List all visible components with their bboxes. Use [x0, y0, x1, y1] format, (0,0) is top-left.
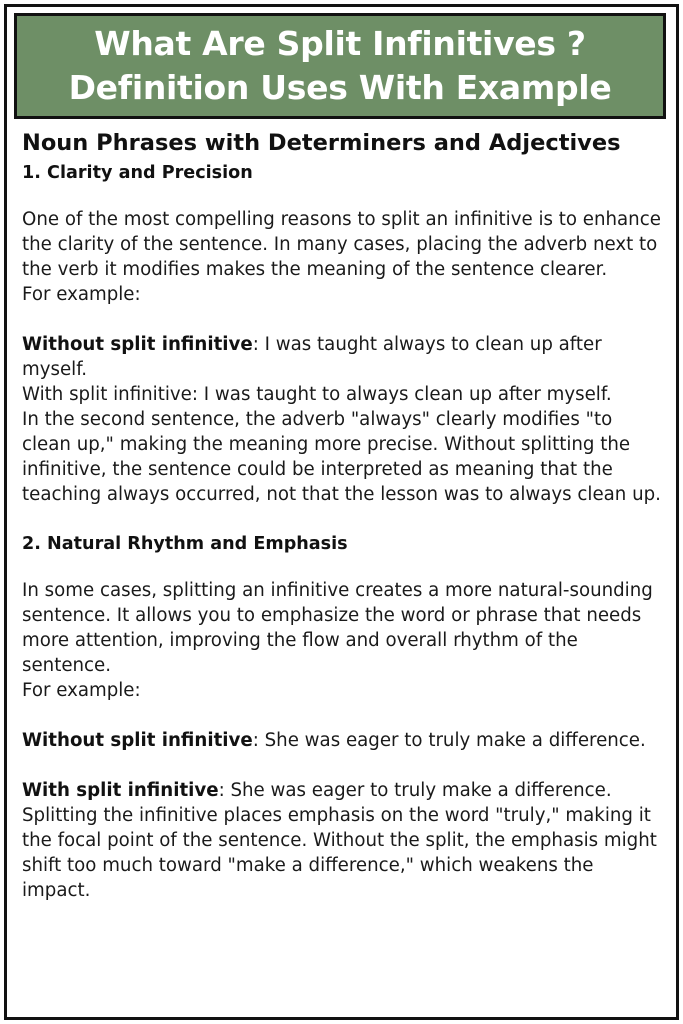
example-without: [22, 728, 662, 753]
section-heading: Noun Phrases with Determiners and Adjectives: [22, 130, 621, 156]
explanation-clarity: In the second sentence, the adverb "always" clearly modifies "to clean up," making the meaning more precise. Without splitting the infinitive, the sentence could be interpreted as meaning that the teaching always occurred, not that the lesson was to always clean up.: [22, 409, 661, 505]
title-banner: [14, 13, 666, 119]
example-label: For example:: [22, 284, 141, 305]
title-line-1: What Are Split Infinitives ?: [94, 24, 586, 63]
example-without: [22, 332, 662, 382]
example-label: For example:: [22, 680, 141, 701]
paragraph-rhythm: In some cases, splitting an infinitive creates a more natural-sounding sentence. It allows you to emphasize the word or phrase that needs more attention, improving the flow and overall rhythm of the sentence.: [22, 580, 653, 676]
without-text: : I was taught always to clean up after myself.: [22, 334, 602, 380]
paragraph-clarity: One of the most compelling reasons to split an infinitive is to enhance the clarity of the sentence. In many cases, placing the adverb next to the verb it modifies makes the meaning of the sentence clearer.: [22, 209, 661, 280]
with-text: : She was eager to truly make a difference.: [218, 780, 612, 801]
without-label: Without split infinitive: [22, 334, 253, 355]
example-with: [22, 778, 662, 803]
without-text: : She was eager to truly make a difference.: [252, 730, 646, 751]
title-line-2: Definition Uses With Example: [68, 68, 612, 107]
explanation-rhythm: Splitting the infinitive places emphasis on the word "truly," making it the focal point of the sentence. Without the split, the emphasis might shift too much toward "make a difference," which weakens the impact.: [22, 805, 657, 901]
subheading-clarity: 1. Clarity and Precision: [22, 163, 253, 183]
without-label: Without split infinitive: [22, 730, 253, 751]
example-with: With split infinitive: I was taught to always clean up after myself.: [22, 384, 612, 405]
with-label: With split infinitive: [22, 780, 219, 801]
subheading-rhythm: 2. Natural Rhythm and Emphasis: [22, 534, 348, 554]
article-body: [22, 128, 662, 903]
